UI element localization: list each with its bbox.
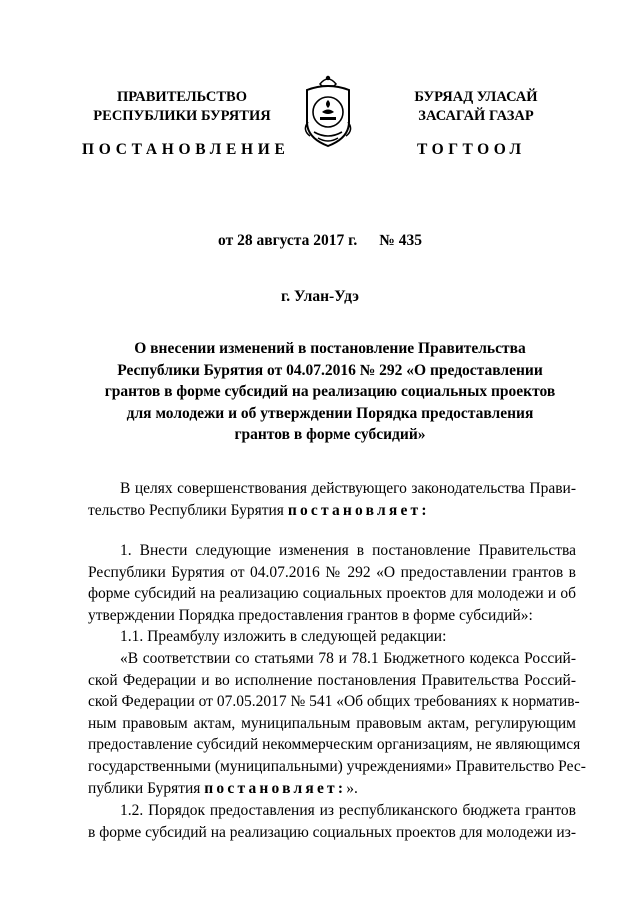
paragraph-1-2 — [88, 800, 576, 843]
header-left — [72, 88, 292, 126]
body-line-text: тельство Республики Бурятия — [88, 501, 288, 519]
body-line-text: ». — [346, 779, 358, 797]
body-line: ской Федерации от 07.05.2017 № 541 «Об общих требованиях к норматив- — [88, 693, 580, 711]
body-line: государственными (муниципальными) учреждениями» Правительство Рес- — [88, 757, 586, 775]
body-line — [88, 500, 576, 522]
body-line: в форме субсидий на реализацию социальных проектов для молодежи из- — [88, 823, 576, 841]
header-right-line2: ЗАСАГАЙ ГАЗАР — [418, 108, 534, 124]
document-number: № 435 — [379, 232, 422, 249]
body-line-text: публики Бурятия — [88, 779, 205, 797]
body-line — [88, 778, 576, 800]
header-right-line1: БУРЯАД УЛАСАЙ — [414, 89, 538, 105]
body-line: форме субсидий на реализацию социальных проектов для молодежи и об — [88, 585, 576, 603]
body-line: В целях совершенствования действующего законодательства Прави- — [120, 480, 576, 497]
body-line: 1.2. Порядок предоставления из республиканского бюджета грантов — [120, 802, 576, 819]
header-left-line2: РЕСПУБЛИКИ БУРЯТИЯ — [93, 108, 271, 124]
body-line: 1. Внести следующие изменения в постановление Правительства — [120, 542, 576, 559]
doctype-buryat: ТОГТООЛ — [417, 141, 526, 158]
body-line: ным правовым актам, муниципальным правовым актам, регулирующим — [88, 714, 576, 732]
date-number-line — [0, 232, 640, 250]
city: г. Улан-Удэ — [280, 288, 359, 305]
title-line: грантов в форме субсидий» — [234, 426, 426, 443]
header-right — [366, 88, 586, 126]
body-line: 1.1. Преамбулу изложить в следующей редакции: — [120, 628, 447, 646]
body-line: утверждении Порядка предоставления грантов в форме субсидий»: — [88, 606, 533, 624]
paragraph-1 — [88, 540, 586, 799]
title-line: грантов в форме субсидий на реализацию социальных проектов — [104, 383, 556, 400]
body-line: ской Федерации и во исполнение постановления Правительства Россий- — [88, 671, 576, 689]
coat-of-arms-emblem — [298, 70, 358, 152]
title-line: для молодежи и об утверждении Порядка предоставления — [126, 404, 534, 422]
title-line: О внесении изменений в постановление Правительства — [134, 340, 526, 357]
preamble-paragraph — [88, 478, 576, 521]
title-line: Республики Бурятия от 04.07.2016 № 292 «О предоставлении — [117, 361, 543, 379]
body-line: Республики Бурятия от 04.07.2016 № 292 «О предоставлении грантов в — [88, 563, 576, 581]
header-left-line1: ПРАВИТЕЛЬСТВО — [117, 89, 247, 105]
document-title — [80, 338, 580, 446]
body-line: «В соответствии со статьями 78 и 78.1 Бюджетного кодекса Россий- — [120, 649, 576, 667]
resolves-word: постановляет: — [204, 779, 347, 797]
resolves-word: постановляет: — [287, 501, 430, 519]
doctype-russian: ПОСТАНОВЛЕНИЕ — [82, 141, 290, 158]
body-line: предоставление субсидий некоммерческим организациям, не являющимся — [88, 736, 581, 754]
document-date: от 28 августа 2017 г. — [218, 232, 358, 249]
